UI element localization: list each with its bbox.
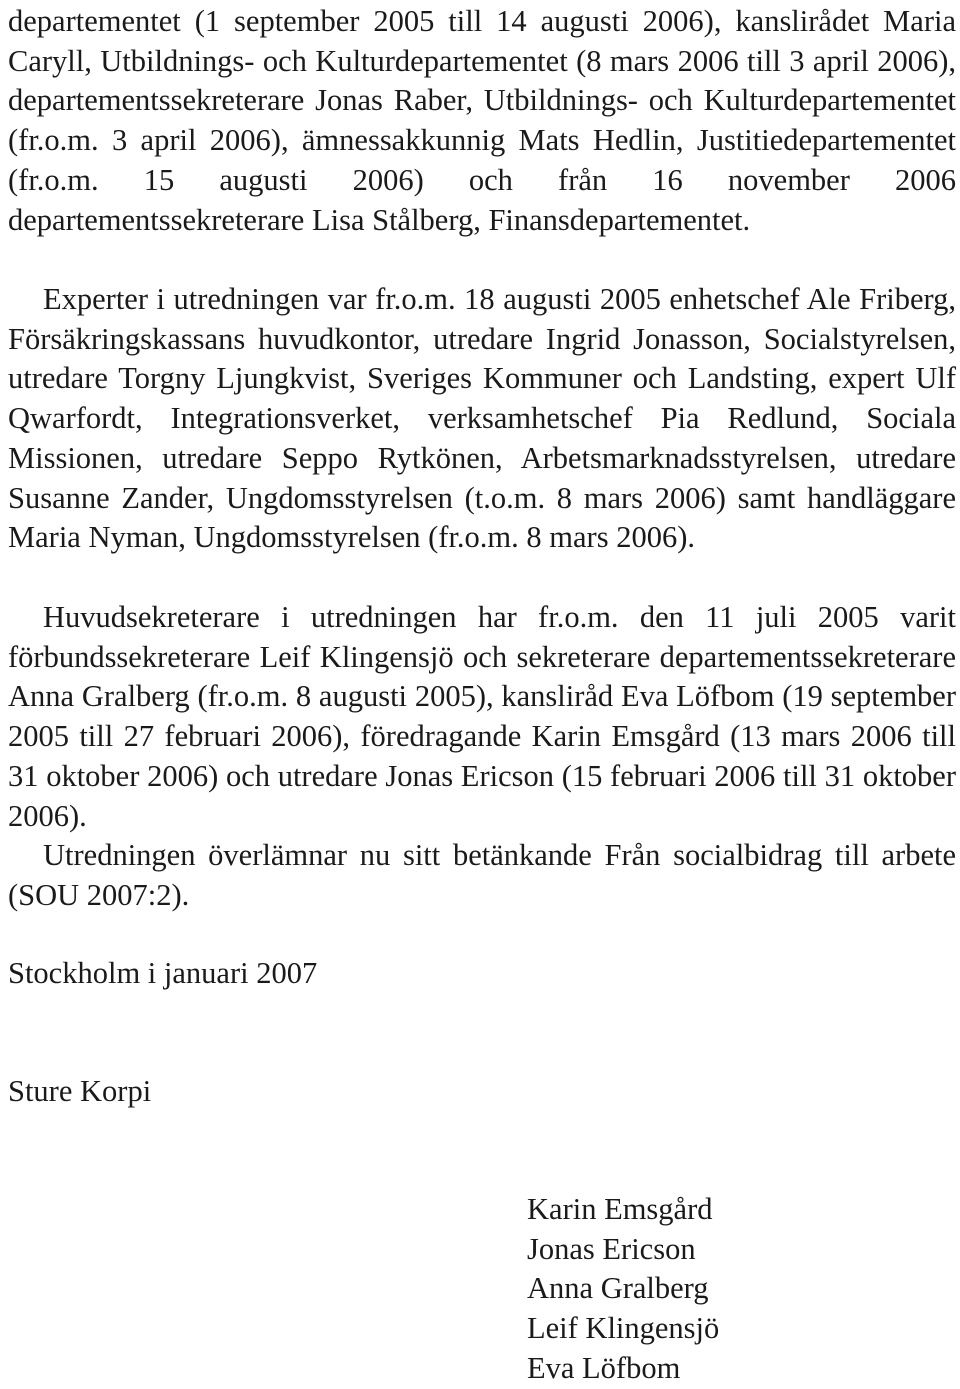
place-and-date: Stockholm i januari 2007 [8,956,318,990]
paragraph-experts: Experter i utredningen var fr.o.m. 18 augusti 2005 enhetschef Ale Friberg, Försäkringskassans huvudkontor, utredare Ingrid Jonasson, Socialstyrelsen, utredare Torgny Ljungkvist, Sveriges Kommuner och Landsting, expert Ulf Qwarfordt, Integrationsverket, verksamhetschef Pia Redlund, Sociala Missionen, utredare Seppo Rytkönen, Arbetsmarknadsstyrelsen, utredare Susanne Zander, Ungdomsstyrelsen (t.o.m. 8 mars 2006) samt handläggare Maria Nyman, Ungdomsstyrelsen (fr.o.m. 8 mars 2006). [8,282,956,555]
secretary-name: Karin Emsgård [527,1192,713,1226]
secretary-signature-list [527,1190,719,1389]
secretary-name: Leif Klingensjö [527,1311,720,1346]
secretary-name: Eva Löfbom [527,1350,681,1385]
chair-signature-name: Sture Korpi [8,1074,152,1108]
paragraph-secretaries: Huvudsekreterare i utredningen har fr.o.m. den 11 juli 2005 varit förbundssekreterare Leif Klingensjö och sekreterare departementssekreterare Anna Gralberg (fr.o.m. 8 augusti 2005), kansliråd Eva Löfbom (19 september 2005 till 27 februari 2006), föredragande Karin Emsgård (13 mars 2006 till 31 oktober 2006) och utredare Jonas Ericson (15 februari 2006 till 31 oktober 2006). [8,600,956,833]
paragraph-staff-continuation: departementet (1 september 2005 till 14 augusti 2006), kanslirådet Maria Caryll, Utbildnings- och Kulturdepartementet (8 mars 2006 till 3 april 2006), departementssekreterare Jonas Raber, Utbildnings- och Kulturdepartementet (fr.o.m. 3 april 2006), ämnessakkunnig Mats Hedlin, Justitiedepartementet (fr.o.m. 15 augusti 2006) och från 16 november 2006 departementssekreterare Lisa Stålberg, Finansdepartementet. [8,4,956,237]
secretary-name: Jonas Ericson [527,1231,696,1266]
secretary-name: Anna Gralberg [527,1271,709,1306]
paragraph-submission: Utredningen överlämnar nu sitt betänkande Från socialbidrag till arbete (SOU 2007:2). [8,838,956,912]
